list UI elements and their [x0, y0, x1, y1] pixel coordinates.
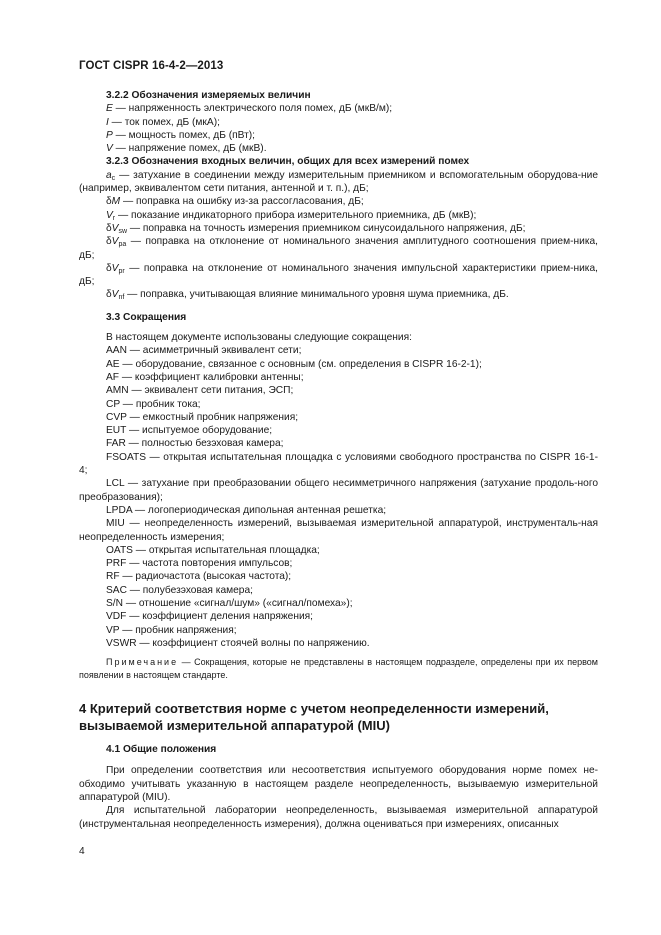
- abbreviation-item: FAR — полностью безэховая камера;: [106, 438, 284, 450]
- note-label: Примечание: [106, 657, 179, 668]
- symbol-definition: [79, 169, 598, 196]
- section-heading-4: 4 Критерий соответствия норме с учетом неопределенности измерений, вызываемой измерительной аппаратурой (MIU): [79, 701, 549, 733]
- symbol-prefix: δ: [106, 222, 112, 234]
- section-heading-4-1: 4.1 Общие положения: [106, 744, 217, 756]
- abbreviation-item: S/N — отношение «сигнал/шум» («сигнал/помеха»);: [106, 597, 353, 609]
- abbreviation-item: CVP — емкостный пробник напряжения;: [106, 411, 299, 423]
- symbol-subscript: nf: [118, 294, 125, 302]
- measured-quantities-list: [79, 102, 598, 155]
- symbol: I: [106, 116, 109, 128]
- abbreviation-item: CP — пробник тока;: [106, 398, 201, 410]
- symbol: V: [106, 143, 113, 155]
- symbol-subscript: pa: [118, 241, 127, 249]
- symbol-prefix: δ: [106, 262, 112, 274]
- abbreviations-intro: В настоящем документе использованы следующие сокращения:: [106, 332, 412, 344]
- paragraph-4-1-2: Для испытательной лаборатории неопределенность, вызываемая измерительной аппаратурой (инструментальная неопределенность измерения), должна оцениваться при измерениях, описанных: [79, 805, 598, 830]
- abbreviation-item: VSWR — коэффициент стоячей волны по напряжению.: [106, 637, 370, 649]
- symbol-description: — поправка, учитывающая влияние минимального уровня шума приемника, дБ.: [124, 289, 509, 301]
- symbol-description: — поправка на отклонение от номинального значения импульсной характеристики прием-ника, дБ;: [79, 262, 598, 288]
- abbreviation-item: OATS — открытая испытательная площадка;: [106, 544, 320, 556]
- note: [79, 656, 598, 681]
- symbol-subscript: r: [112, 214, 116, 222]
- symbol-prefix: δ: [106, 236, 112, 248]
- symbol-definition: [79, 222, 598, 235]
- abbreviation-item: EUT — испытуемое оборудование;: [106, 425, 273, 437]
- abbreviation-item: AF — коэффициент калибровки антенны;: [106, 371, 304, 383]
- symbol-description: — поправка на точность измерения приемником синусоидального напряжения, дБ;: [127, 222, 526, 234]
- symbol-description: — напряженность электрического поля помех, дБ (мкВ/м);: [112, 103, 393, 115]
- paragraph-4-1-1: При определении соответствия или несоответствия испытуемого оборудования норме помех не-обходимо учитывать указанную в настоящем разделе неопределенность, вызываемую измерительной аппаратурой (MIU).: [79, 765, 598, 804]
- symbol-definition: [79, 235, 598, 262]
- symbol-prefix: δ: [106, 289, 112, 301]
- abbreviations-list: [79, 344, 598, 650]
- symbol: E: [106, 103, 113, 115]
- symbol: V: [111, 262, 119, 274]
- abbreviation-item: VDF — коэффициент деления напряжения;: [106, 611, 313, 623]
- symbol-definition: [79, 262, 598, 289]
- page-number: 4: [79, 846, 85, 857]
- symbol-definition: [79, 116, 598, 129]
- symbol-definition: [79, 195, 598, 208]
- section-heading-3-3: 3.3 Сокращения: [106, 311, 187, 323]
- document-header: ГОСТ CISPR 16-4-2—2013: [79, 60, 224, 72]
- section-heading-3-2-2: 3.2.2 Обозначения измеряемых величин: [106, 90, 311, 101]
- abbreviation-item: AE — оборудование, связанное с основным (см. определения в CISPR 16-2-1);: [106, 358, 482, 370]
- abbreviation-item: SAC — полубезэховая камера;: [106, 584, 253, 596]
- abbreviation-item: AMN — эквивалент сети питания, ЭСП;: [106, 385, 294, 397]
- note-text: — Сокращения, которые не представлены в настоящем подразделе, определены при их первом появлении в настоящем стандарте.: [79, 657, 598, 680]
- symbol: V: [106, 209, 113, 221]
- symbol: V: [111, 222, 119, 234]
- symbol-description: — мощность помех, дБ (пВт);: [112, 129, 255, 141]
- abbreviation-item: MIU — неопределенность измерений, вызываемая измерительной аппаратурой, инструменталь-ная неопределенность измерения;: [79, 518, 598, 543]
- symbol: M: [111, 196, 121, 208]
- symbol-subscript: sw: [118, 227, 128, 235]
- input-quantities-list: [79, 169, 598, 302]
- symbol-definition: [79, 209, 598, 222]
- symbol: P: [106, 129, 113, 141]
- symbol: V: [111, 289, 119, 301]
- symbol-description: — ток помех, дБ (мкА);: [108, 116, 220, 128]
- symbol-description: — поправка на отклонение от номинального значения амплитудного соотношения прием-ника, дБ;: [79, 236, 598, 261]
- abbreviation-item: AAN — асимметричный эквивалент сети;: [106, 345, 302, 357]
- symbol-description: — затухание в соединении между измерительным приемником и вспомогательным оборудова-ние (например, эквивалентом сети питания, антенной и т. п.), дБ;: [79, 169, 598, 195]
- abbreviation-item: FSOATS — открытая испытательная площадка с условиями свободного пространства по CISPR 16-1-4;: [79, 451, 598, 477]
- symbol-description: — показание индикаторного прибора измерительного приемника, дБ (мкВ);: [115, 209, 477, 221]
- symbol: V: [111, 236, 119, 248]
- symbol-definition: [79, 142, 598, 155]
- symbol-description: — напряжение помех, дБ (мкВ).: [112, 143, 267, 155]
- symbol-definition: [79, 129, 598, 142]
- abbreviation-item: VP — пробник напряжения;: [106, 624, 237, 636]
- section-heading-3-2-3: 3.2.3 Обозначения входных величин, общих для всех измерений помех: [106, 156, 470, 168]
- symbol-subscript: c: [111, 174, 116, 182]
- symbol-definition: [79, 102, 598, 115]
- symbol: a: [106, 169, 112, 181]
- abbreviation-item: RF — радиочастота (высокая частота);: [106, 571, 292, 583]
- symbol-definition: [79, 288, 598, 301]
- symbol-prefix: δ: [106, 196, 112, 208]
- symbol-subscript: pr: [118, 267, 125, 275]
- abbreviation-item: LPDA — логопериодическая дипольная антенная решетка;: [106, 504, 387, 516]
- abbreviation-item: PRF — частота повторения импульсов;: [106, 558, 293, 570]
- symbol-description: — поправка на ошибку из-за рассогласования, дБ;: [120, 196, 364, 208]
- abbreviation-item: LCL — затухание при преобразовании общего несимметричного напряжения (затухание продоль-ного преобразования);: [79, 478, 598, 503]
- document-body: [79, 89, 598, 831]
